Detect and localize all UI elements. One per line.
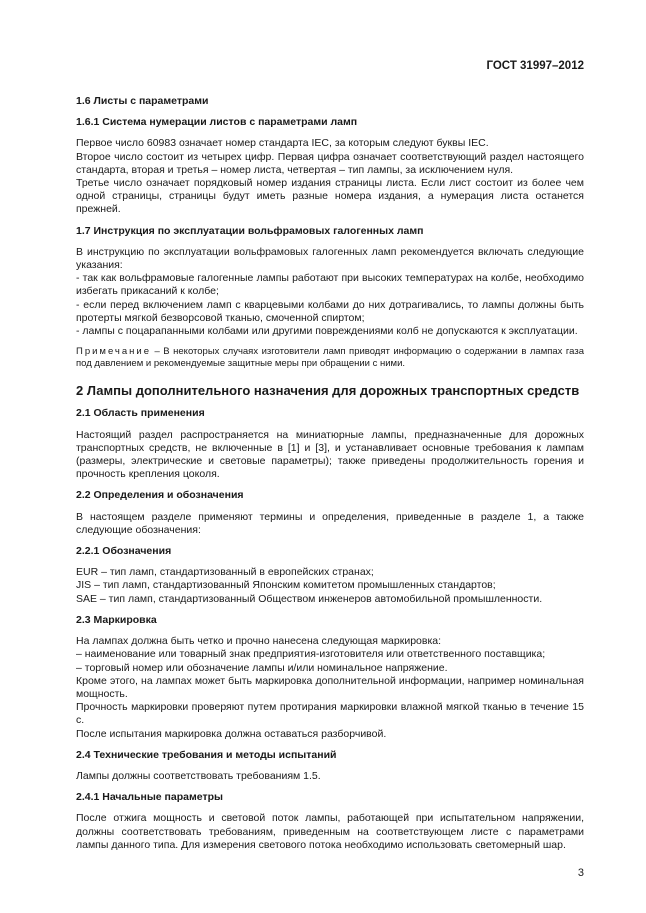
list-item: - так как вольфрамовые галогенные лампы работают при высоких температурах на колбе, необходимо избегать прикасаний к колбе; <box>76 272 584 298</box>
paragraph: Настоящий раздел распространяется на миниатюрные лампы, предназначенные для дорожных транспортных средств, не включенные в [1] и [3], и устанавливает основные требования к лампам (размеры, электрические и световые параметры); также приведены продолжительность горения и прочность крепления цоколя. <box>76 428 584 481</box>
list-item: SAE – тип ламп, стандартизованный Обществом инженеров автомобильной промышленности. <box>76 592 543 605</box>
list-item: – торговый номер или обозначение лампы и/или номинальное напряжение. <box>76 661 448 674</box>
list-item: - лампы с поцарапанными колбами или другими повреждениями колб не допускаются к эксплуатации. <box>76 325 578 338</box>
list-item: – наименование или товарный знак предприятия-изготовителя или ответственного поставщика; <box>76 648 546 661</box>
page-content <box>76 95 584 852</box>
note-label: Примечание <box>76 346 151 358</box>
paragraph: После испытания маркировка должна оставаться разборчивой. <box>76 727 387 740</box>
paragraph: В инструкцию по эксплуатации вольфрамовых галогенных ламп рекомендуется включать следующие указания: <box>76 245 584 272</box>
paragraph: Кроме этого, на лампах может быть маркировка дополнительной информации, например номинальная мощность. <box>76 674 584 700</box>
list-item: EUR – тип ламп, стандартизованный в европейских странах; <box>76 566 374 579</box>
standard-header: ГОСТ 31997–2012 <box>486 60 584 72</box>
section-2-1-title: 2.1 Область применения <box>76 407 205 420</box>
section-2-4-1-title: 2.4.1 Начальные параметры <box>76 791 223 804</box>
paragraph: Третье число означает порядковый номер издания страницы листа. Если лист состоит из более чем одной страницы, страницы будут иметь разные номера издания, а нумерация листа останется прежней. <box>76 177 584 216</box>
section-2-title: 2 Лампы дополнительного назначения для дорожных транспортных средств <box>76 383 580 399</box>
paragraph: Первое число 60983 означает номер стандарта IEC, за которым следуют буквы IEC. <box>76 137 489 150</box>
section-1-7-title: 1.7 Инструкция по эксплуатации вольфрамовых галогенных ламп <box>76 224 424 237</box>
page-number: 3 <box>577 867 584 879</box>
paragraph: После отжига мощность и световой поток лампы, работающей при испытательном напряжении, должны соответствовать требованиям, приведенным на соответствующем листе с параметрами лампы данного типа. Для измерения светового потока необходимо использовать светомерный шар. <box>76 812 584 851</box>
section-1-6-1-title: 1.6.1 Система нумерации листов с параметрами ламп <box>76 116 358 129</box>
section-2-3-title: 2.3 Маркировка <box>76 613 157 626</box>
note-text: – В некоторых случаях изготовители ламп приводят информацию о содержании в лампах газа под давлением и рекомендуемые защитные меры при обращении с ними. <box>76 346 584 370</box>
paragraph: Прочность маркировки проверяют путем протирания маркировки влажной мягкой тканью в течение 15 с. <box>76 701 584 727</box>
section-2-2-1-title: 2.2.1 Обозначения <box>76 545 172 558</box>
list-item: JIS – тип ламп, стандартизованный Японским комитетом промышленных стандартов; <box>76 579 496 592</box>
section-2-2-title: 2.2 Определения и обозначения <box>76 489 244 502</box>
paragraph: Второе число состоит из четырех цифр. Первая цифра означает соответствующий раздел настоящего стандарта, вторая и третья – номер листа, четвертая – тип лампы, за исключением нуля. <box>76 150 584 176</box>
paragraph: На лампах должна быть четко и прочно нанесена следующая маркировка: <box>76 635 442 648</box>
paragraph: В настоящем разделе применяют термины и определения, приведенные в разделе 1, а также следующие обозначения: <box>76 510 584 536</box>
section-1-6-title: 1.6 Листы с параметрами <box>76 95 209 107</box>
section-2-4-title: 2.4 Технические требования и методы испытаний <box>76 748 337 761</box>
paragraph: Лампы должны соответствовать требованиям 1.5. <box>76 769 321 782</box>
list-item: - если перед включением ламп с кварцевыми колбами до них дотрагивались, то лампы должны быть протерты мягкой безворсовой тканью, смоченной спиртом; <box>76 298 584 324</box>
note <box>76 346 584 370</box>
